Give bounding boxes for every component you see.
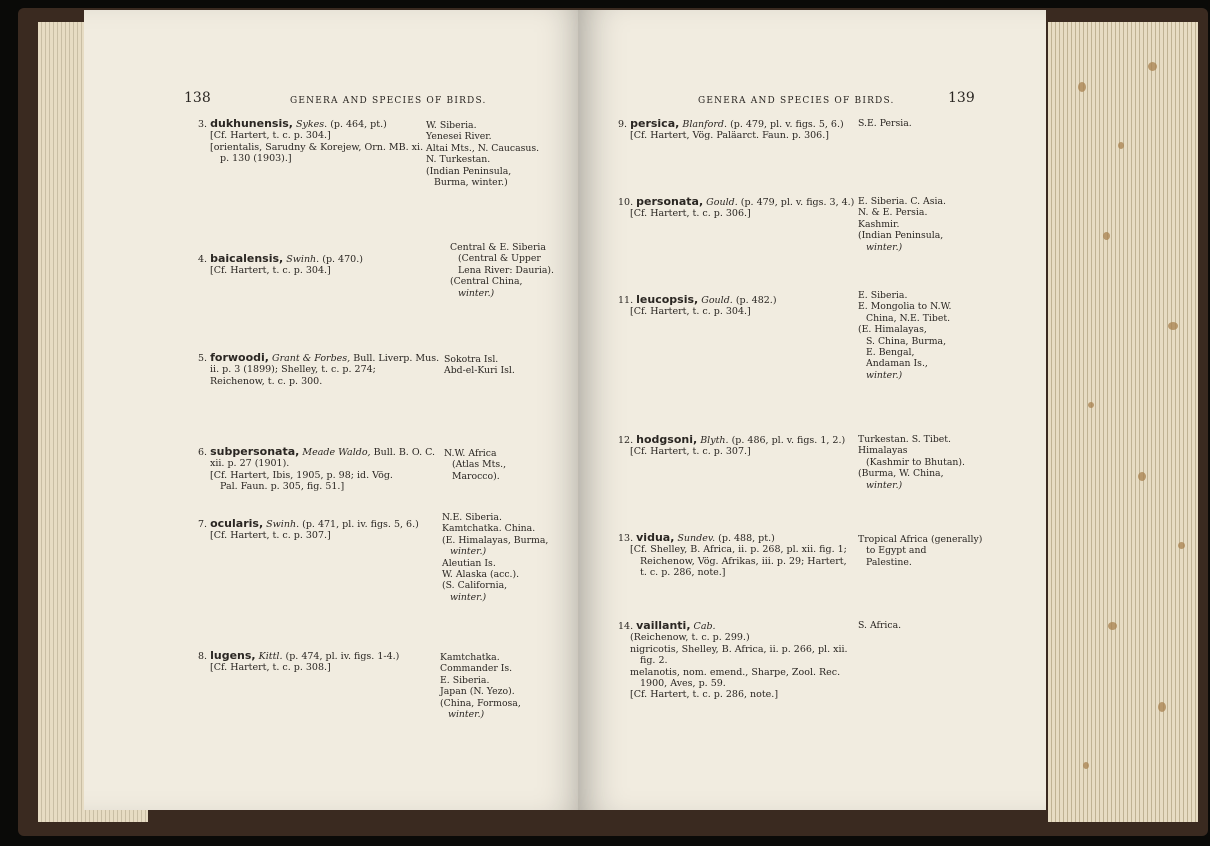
locality-12: Turkestan. S. Tibet. Himalayas (Kashmir to Bhutan). (Burma, W. China, winter.) — [858, 434, 966, 491]
entry-7: 7. ocularis, Swinh. (p. 471, pl. iv. figs. 5, 6.) [Cf. Hartert, t. c. p. 307.] — [198, 517, 419, 542]
locality-14: S. Africa. — [858, 620, 902, 631]
locality-4: Central & E. Siberia (Central & Upper Lena River: Dauria). (Central China, winter.) — [450, 242, 554, 299]
species-name: ocularis, — [210, 517, 264, 530]
species-name: baicalensis, — [210, 252, 284, 265]
locality-3: W. Siberia. Yenesei River. Altai Mts., N. Caucasus. N. Turkestan. (Indian Peninsula, Burma, winter.) — [426, 120, 540, 189]
species-name: hodgsoni, — [636, 433, 698, 446]
right-page-edges — [1048, 22, 1198, 822]
species-name: personata, — [636, 195, 704, 208]
right-page — [578, 10, 1046, 810]
page-number-right: 139 — [948, 90, 975, 106]
entry-14: 14. vaillanti, Cab. (Reichenow, t. c. p. 299.) nigricotis, Shelley, B. Africa, ii. p. 266, pl. xii. fig. 2. melanotis, nom. emend., Sharpe, Zool. Rec. 1900, Aves, p. 59. [Cf. Hartert, t. c. p. 286, note.] — [618, 619, 848, 701]
entry-11: 11. leucopsis, Gould. (p. 482.) [Cf. Hartert, t. c. p. 304.] — [618, 293, 777, 318]
species-name: vidua, — [636, 531, 675, 544]
locality-7: N.E. Siberia. Kamtchatka. China. (E. Himalayas, Burma, winter.) Aleutian Is. W. Alaska (acc.). (S. California, winter.) — [442, 512, 549, 603]
species-name: persica, — [630, 117, 680, 130]
entry-10: 10. personata, Gould. (p. 479, pl. v. figs. 3, 4.) [Cf. Hartert, t. c. p. 306.] — [618, 195, 855, 220]
locality-6: N.W. Africa (Atlas Mts., Marocco). — [444, 448, 507, 482]
locality-13: Tropical Africa (generally) to Egypt and Palestine. — [858, 534, 983, 568]
page-number-left: 138 — [184, 90, 211, 106]
species-name: leucopsis, — [636, 293, 699, 306]
species-name: vaillanti, — [636, 619, 691, 632]
locality-8: Kamtchatka. Commander Is. E. Siberia. Japan (N. Yezo). (China, Formosa, winter.) — [440, 652, 521, 721]
left-page — [84, 10, 587, 810]
entry-9: 9. persica, Blanford. (p. 479, pl. v. figs. 5, 6.) [Cf. Hartert, Vög. Paläarct. Faun. p. 306.] — [618, 117, 844, 142]
entry-12: 12. hodgsoni, Blyth. (p. 486, pl. v. figs. 1, 2.) [Cf. Hartert, t. c. p. 307.] — [618, 433, 846, 458]
entry-5: 5. forwoodi, Grant & Forbes, Bull. Liverp. Mus. ii. p. 3 (1899); Shelley, t. c. p. 274; Reichenow, t. c. p. 300. — [198, 351, 440, 387]
entry-13: 13. vidua, Sundev. (p. 488, pt.) [Cf. Shelley, B. Africa, ii. p. 268, pl. xii. fig. 1; Reichenow, Vög. Afrikas, iii. p. 29; Hartert, t. c. p. 286, note.] — [618, 531, 847, 579]
locality-9: S.E. Persia. — [858, 118, 912, 129]
entry-3: 3. dukhunensis, Sykes. (p. 464, pt.) [Cf. Hartert, t. c. p. 304.] [orientalis, Sarudny & Korejew, Orn. MB. xi. p. 130 (1903).] — [198, 117, 424, 165]
running-head-left: GENERA AND SPECIES OF BIRDS. — [290, 96, 487, 106]
running-head-right: GENERA AND SPECIES OF BIRDS. — [698, 96, 895, 106]
entry-4: 4. baicalensis, Swinh. (p. 470.) [Cf. Hartert, t. c. p. 304.] — [198, 252, 363, 277]
species-name: lugens, — [210, 649, 256, 662]
species-name: dukhunensis, — [210, 117, 293, 130]
locality-11: E. Siberia. E. Mongolia to N.W. China, N.E. Tibet. (E. Himalayas, S. China, Burma, E. Bengal, Andaman Is., winter.) — [858, 290, 952, 381]
entry-6: 6. subpersonata, Meade Waldo, Bull. B. O. C. xii. p. 27 (1901). [Cf. Hartert, Ibis, 1905, p. 98; id. Vög. Pal. Faun. p. 305, fig. 51.] — [198, 445, 436, 493]
locality-10: E. Siberia. C. Asia. N. & E. Persia. Kashmir. (Indian Peninsula, winter.) — [858, 196, 947, 253]
locality-5: Sokotra Isl. Abd-el-Kuri Isl. — [444, 354, 515, 377]
species-name: subpersonata, — [210, 445, 300, 458]
species-name: forwoodi, — [210, 351, 269, 364]
entry-8: 8. lugens, Kittl. (p. 474, pl. iv. figs. 1-4.) [Cf. Hartert, t. c. p. 308.] — [198, 649, 400, 674]
